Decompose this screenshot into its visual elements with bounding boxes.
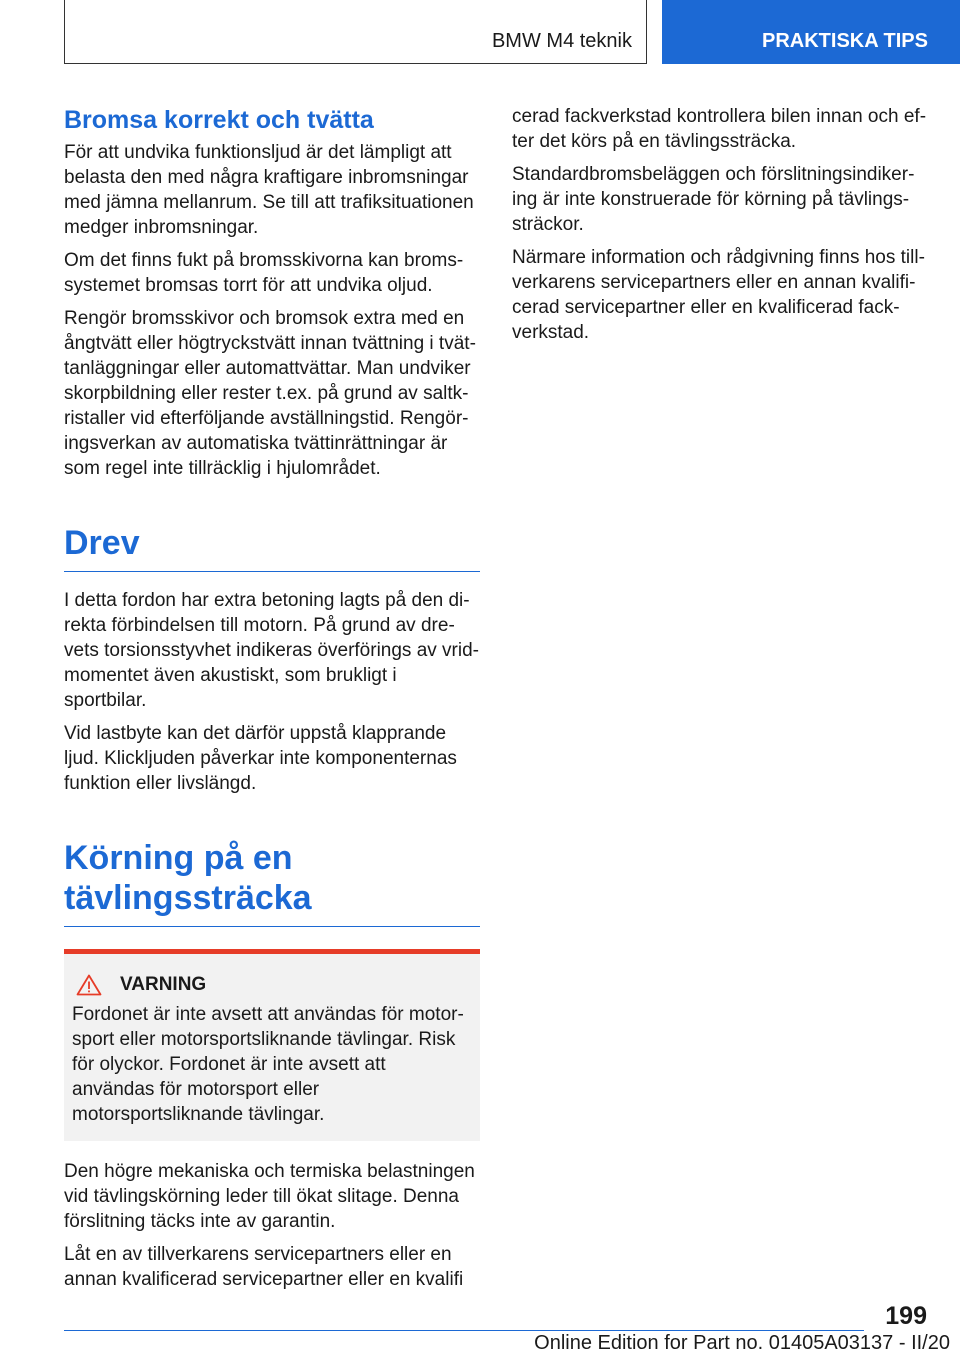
paragraph: Vid lastbyte kan det därför uppstå klapprande ljud. Klickljuden påverkar inte komponenternas funktion eller livslängd.: [64, 723, 457, 794]
paragraph: Låt en av tillverkarens servicepartners eller en annan kvalificerad servicepartner eller en kvalifi: [64, 1244, 464, 1290]
footer-divider: [64, 1330, 864, 1331]
warning-box: [64, 949, 480, 1141]
right-column: [512, 104, 928, 353]
warning-text: Fordonet är inte avsett att användas för motorsport eller motorsportsliknande tävlingar. Risk för olyckor. Fordonet är inte avsett att användas för motorsport eller motorsportsliknande tävlingar.: [72, 1004, 464, 1125]
left-column: [64, 104, 480, 1300]
paragraph: Närmare information och rådgivning finns hos tillverkarens servicepartners eller en annan kvalificerad servicepartner eller en kvalificerad fackverkstad.: [512, 247, 925, 343]
page-number: 199: [885, 1302, 927, 1330]
section-title-drive: Drev: [64, 523, 480, 572]
header-section-tab: [662, 0, 960, 64]
paragraph: Standardbromsbeläggen och förslitningsindikering är inte konstruerade för körning på tävlingssträckor.: [512, 164, 915, 235]
paragraph: För att undvika funktionsljud är det lämpligt att belasta den med några kraftigare inbromsningar med jämna mellanrum. Se till att trafiksituationen medger inbromsningar.: [64, 142, 474, 238]
header-box: [64, 0, 647, 64]
paragraph: cerad fackverkstad kontrollera bilen innan och efter det körs på en tävlingssträcka.: [512, 106, 927, 152]
paragraph: Rengör bromsskivor och bromsok extra med en ångtvätt eller högtryckstvätt innan tvättning i tvättanläggningar eller automattvättar. Man undviker skorpbildning eller rester t.ex. på grund av saltkristaller vid efterföljande avställningstid. Rengöringsverkan av automatiska tvättinrättningar är som regel inte tillräcklig i hjulområdet.: [64, 308, 476, 479]
header-section-label: PRAKTISKA TIPS: [762, 30, 928, 52]
header-model: BMW M4 teknik: [491, 30, 632, 52]
paragraph: Den högre mekaniska och termiska belastningen vid tävlingskörning leder till ökat slitage. Denna förslitning täcks inte av garantin.: [64, 1161, 475, 1232]
warning-title: VARNING: [120, 974, 207, 995]
footer-edition: Online Edition for Part no. 01405A03137 - II/20: [534, 1332, 950, 1354]
warning-triangle-icon: [76, 974, 102, 996]
section-title-brakes: Bromsa korrekt och tvätta: [64, 106, 374, 134]
paragraph: I detta fordon har extra betoning lagts på den direkta förbindelsen till motorn. På grund av drevets torsionsstyvhet indikeras överförings av vridmomentet även akustiskt, som brukligt i sportbilar.: [64, 590, 479, 711]
section-title-racetrack: Körning på en tävlingssträcka: [64, 838, 480, 927]
paragraph: Om det finns fukt på bromsskivorna kan bromssystemet bromsas torrt för att undvika oljud.: [64, 250, 464, 296]
